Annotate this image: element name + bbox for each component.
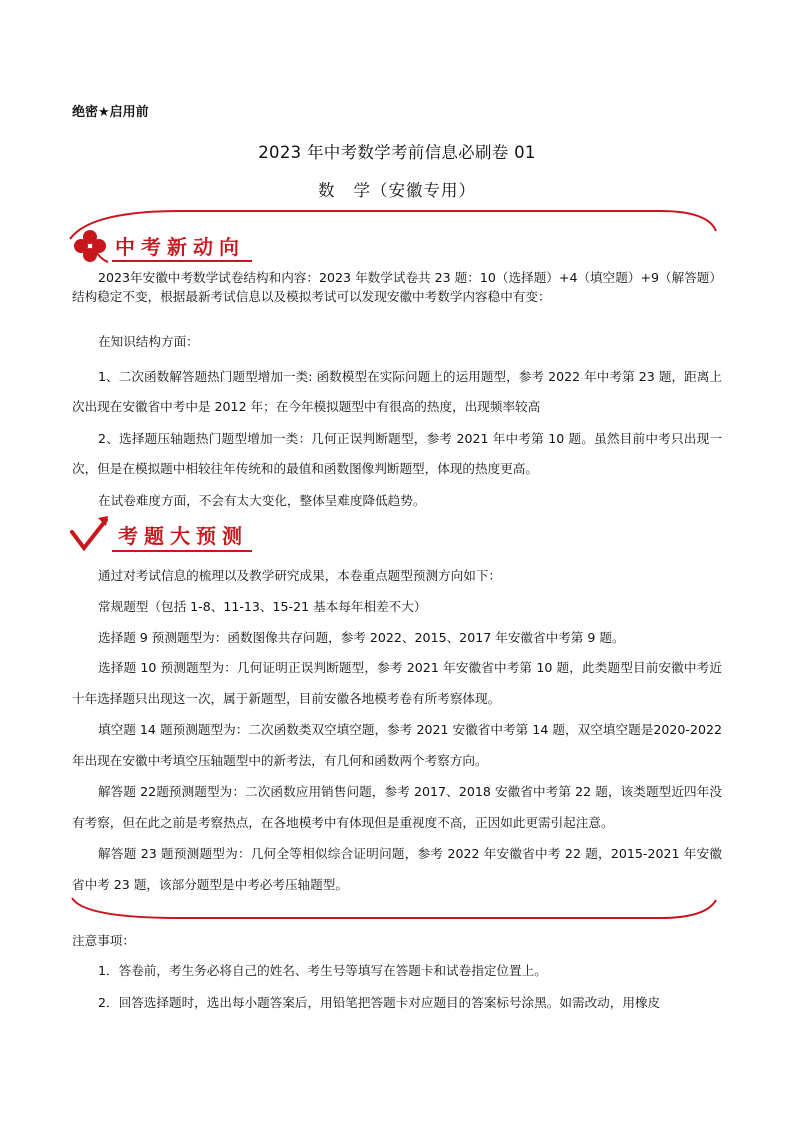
subtitle-part-b: 学（安徽专用） <box>353 181 476 200</box>
heading-underline <box>112 258 252 264</box>
exam-title: 2023 年中考数学考前信息必刷卷 01 <box>258 143 536 162</box>
note-item: 2．回答选择题时，选出每小题答案后，用铅笔把答题卡对应题目的答案标号涂黑。如需改动，用橡皮 <box>98 995 661 1010</box>
paragraph: 通过对考试信息的梳理以及教学研究成果，本卷重点题型预测方向如下： <box>98 568 501 583</box>
paragraph: 2、选择题压轴题热门题型增加一类：几何正误判断题型，参考 2021 年中考第 10 题。虽然目前中考只出现一次，但是在模拟题中相较往年传统和的最值和函数图像判断题型，体现的热度更高。 <box>72 431 722 476</box>
paragraph: 在试卷难度方面，不会有太大变化，整体呈难度降低趋势。 <box>98 493 426 508</box>
paragraph: 选择题 9 预测题型为：函数图像共存问题，参考 2022、2015、2017 年安徽省中考第 9 题。 <box>98 630 625 645</box>
confidential-label: 绝密★启用前 <box>72 105 149 120</box>
notes-label: 注意事项： <box>72 933 135 948</box>
note-item: 1．答卷前，考生务必将自己的姓名、考生号等填写在答题卡和试卷指定位置上。 <box>98 963 547 978</box>
paragraph: 1、二次函数解答题热门题型增加一类: 函数模型在实际问题上的运用题型，参考 2022 年中考第 23 题，距离上次出现在安徽省中考中是 2012 年；在今年模拟题型中有很高的热度，出现频率较高 <box>72 369 722 414</box>
four-leaf-clover-icon <box>70 228 110 264</box>
paragraph: 选择题 10 预测题型为：几何证明正误判断题型，参考 2021 年安徽省中考第 10 题，此类题型目前安徽中考近十年选择题只出现这一次，属于新题型，目前安徽各地模考卷有所考察体现。 <box>72 660 722 706</box>
paragraph: 解答题 22题预测题型为：二次函数应用销售问题，参考 2017、2018 安徽省中考第 22 题，该类题型近四年没有考察，但在此之前是考察热点，在各地模考中有体现但是重视度不高，正因如此更需引起注意。 <box>72 784 722 830</box>
check-arrow-icon <box>68 512 112 554</box>
paragraph: 在知识结构方面： <box>98 334 199 349</box>
exam-subtitle <box>0 177 794 201</box>
section-heading-forecast: 考题大预测 <box>118 524 248 548</box>
paragraph: 填空题 14 题预测题型为：二次函数类双空填空题，参考 2021 安徽省中考第 14 题，双空填空题是2020-2022 年出现在安徽中考填空压轴题型中的新考法，有几何和函数两个考察方向。 <box>72 722 722 768</box>
section-heading-trends: 中考新动向 <box>115 235 245 259</box>
paragraph: 2023年安徽中考数学试卷结构和内容：2023 年数学试卷共 23 题：10（选择题）+4（填空题）+9（解答题）结构稳定不变，根据最新考试信息以及模拟考试可以发现安徽中考数学内容稳中有变： <box>72 270 722 304</box>
subtitle-part-a: 数 <box>318 181 336 200</box>
paragraph: 解答题 23 题预测题型为：几何全等相似综合证明问题，参考 2022 年安徽省中考 22 题，2015-2021 年安徽省中考 23 题，该部分题型是中考必考压轴题型。 <box>72 846 722 892</box>
paragraph: 常规题型（包括 1-8、11-13、15-21 基本每年相差不大） <box>98 599 427 614</box>
section-frame-bottom <box>60 890 720 924</box>
heading-underline <box>112 548 252 554</box>
